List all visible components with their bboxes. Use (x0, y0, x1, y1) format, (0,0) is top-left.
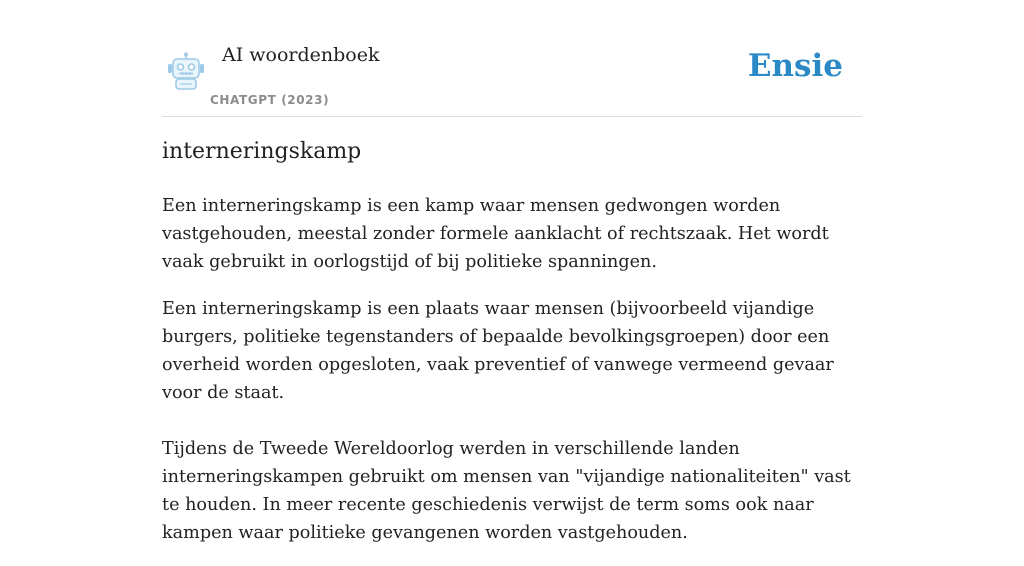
source-subtitle: CHATGPT (2023) (210, 93, 330, 107)
definition-text: Tijdens de Tweede Wereldoorlog werden in verschillende landen interneringskampen gebruikt om mensen van "vijandige nationaliteiten" vast te houden. In meer recente geschiedenis verwijst de term soms ook naar kampen waar politieke gevangenen worden vastgehouden. (162, 439, 851, 543)
definition-text: Een interneringskamp is een plaats waar mensen (bijvoorbeeld vijandige burgers, politieke tegenstanders of bepaalde bevolkingsgroepen) door een overheid worden opgesloten, vaak preventief of vanwege vermeend gevaar voor de staat. (162, 299, 834, 403)
definition-text: Een interneringskamp is een kamp waar mensen gedwongen worden vastgehouden, meestal zonder formele aanklacht of rechtszaak. Het wordt vaak gebruikt in oorlogstijd of bij politieke spanningen. (162, 196, 829, 272)
entry-header (162, 0, 862, 117)
brand-logo[interactable]: Ensie (747, 48, 843, 84)
robot-icon (166, 52, 206, 90)
source-name[interactable]: AI woordenboek (222, 44, 380, 66)
definition-list (162, 192, 872, 566)
entry-term: interneringskamp (162, 139, 362, 164)
